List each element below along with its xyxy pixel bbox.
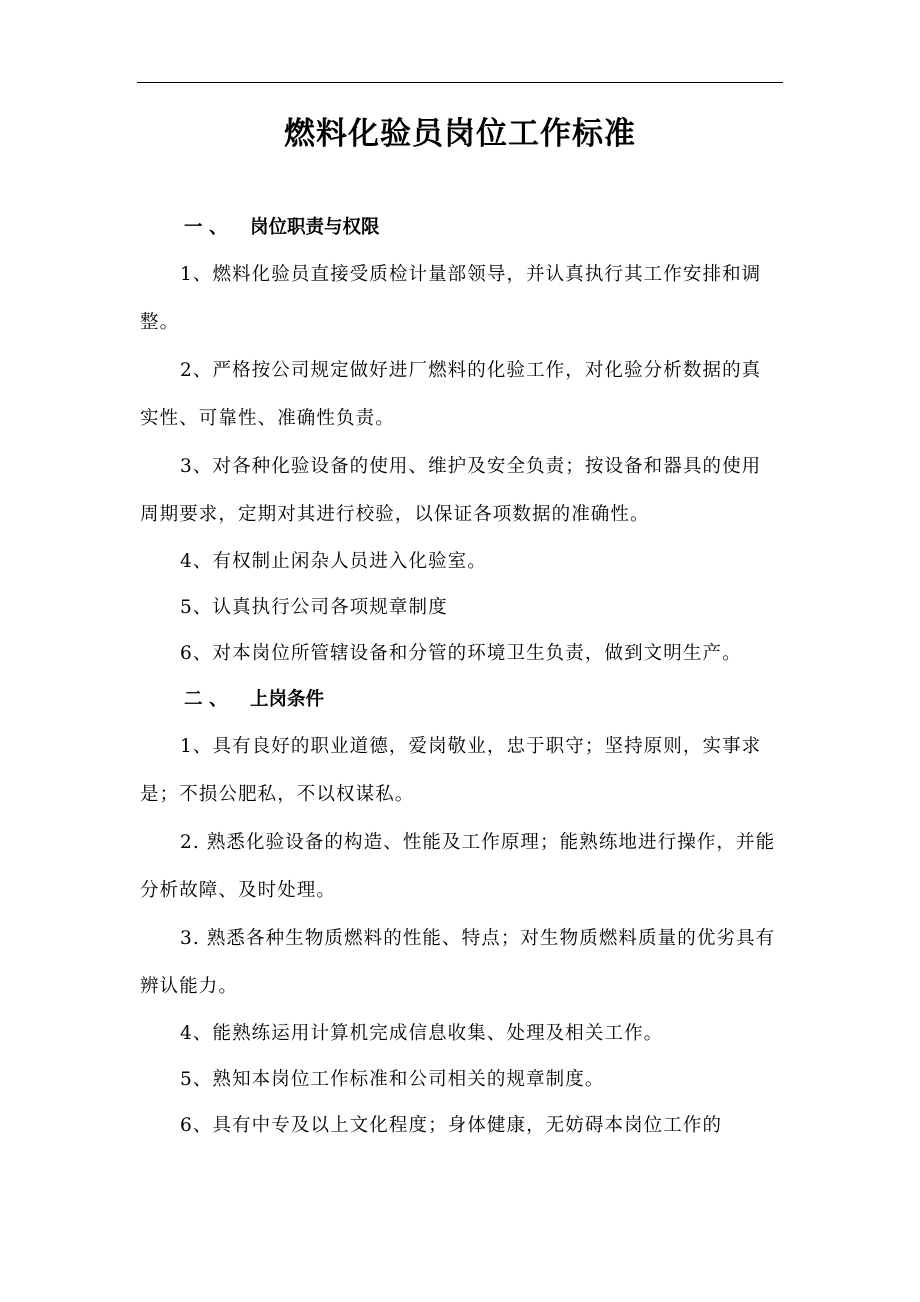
section-number: 一 、 bbox=[184, 217, 228, 238]
section-heading-qualifications bbox=[140, 677, 780, 723]
section-heading-text: 岗位职责与权限 bbox=[250, 217, 380, 238]
qualification-item-6: 6、具有中专及以上文化程度；身体健康，无妨碍本岗位工作的 bbox=[180, 1115, 723, 1136]
header-rule bbox=[137, 82, 783, 83]
section-heading-duties bbox=[140, 205, 780, 251]
qualification-item-5: 5、熟知本岗位工作标准和公司相关的规章制度。 bbox=[180, 1069, 605, 1090]
duty-item-4: 4、有权制止闲杂人员进入化验室。 bbox=[180, 551, 487, 572]
duty-item-5: 5、认真执行公司各项规章制度 bbox=[180, 597, 448, 618]
document-body bbox=[140, 205, 780, 1149]
qualification-item-2: 2. 熟悉化验设备的构造、性能及工作原理；能熟练地进行操作，并能分析故障、及时处理。 bbox=[140, 832, 776, 901]
qualification-item-3: 3. 熟悉各种生物质燃料的性能、特点；对生物质燃料质量的优劣具有辨认能力。 bbox=[140, 928, 776, 997]
duty-item-3: 3、对各种化验设备的使用、维护及安全负责；按设备和器具的使用周期要求，定期对其进行校验，以保证各项数据的准确性。 bbox=[140, 456, 762, 525]
qualification-item-4: 4、能熟练运用计算机完成信息收集、处理及相关工作。 bbox=[180, 1023, 664, 1044]
duty-item-1: 1、燃料化验员直接受质检计量部领导，并认真执行其工作安排和调整。 bbox=[140, 264, 762, 333]
document-title: 燃料化验员岗位工作标准 bbox=[284, 116, 636, 152]
duty-item-6: 6、对本岗位所管辖设备和分管的环境卫生负责，做到文明生产。 bbox=[180, 643, 742, 664]
section-heading-text: 上岗条件 bbox=[250, 689, 325, 710]
qualification-item-1: 1、具有良好的职业道德，爱岗敬业，忠于职守；坚持原则，实事求是；不损公肥私，不以权谋私。 bbox=[140, 736, 762, 805]
section-number: 二 、 bbox=[184, 689, 228, 710]
duty-item-2: 2、严格按公司规定做好进厂燃料的化验工作，对化验分析数据的真实性、可靠性、准确性负责。 bbox=[140, 360, 762, 429]
